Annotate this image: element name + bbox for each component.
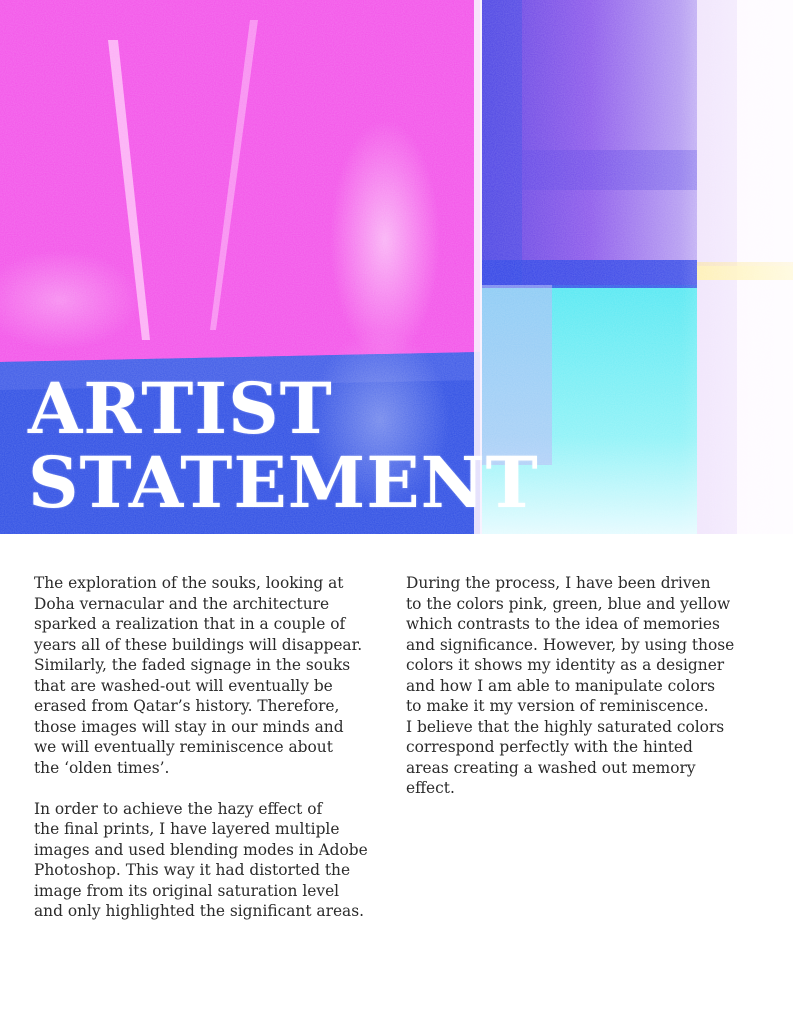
title-line-1: ARTIST: [28, 367, 333, 450]
right-column: [406, 573, 766, 819]
paragraph-process-technique: In order to achieve the hazy effect of the final prints, I have layered multiple images and used blending modes in Adobe Photoshop. This way it had distorted the image from its original saturation level and only highlighted the significant areas.: [34, 799, 368, 920]
page-title: [28, 367, 539, 524]
paragraph-colors: During the process, I have been driven to the colors pink, green, blue and yellow which contrasts to the idea of memories and significance. However, by using those colors it shows my identity as a designer and how I am able to manipulate colors to make it my version of reminiscence. I believe that the highly saturated colors correspond perfectly with the hinted areas creating a washed out memory effect.: [406, 574, 735, 797]
title-line-2: STATEMENT: [28, 441, 539, 524]
paragraph-souks: The exploration of the souks, looking at Doha vernacular and the architecture sparked a realization that in a couple of years all of these buildings will disappear. Similarly, the faded signage in the souks that are washed-out will eventually be erased from Qatar’s history. Therefore, those images will stay in our minds and we will eventually reminiscence about the ‘olden times’.: [34, 574, 363, 777]
left-column: [34, 573, 386, 942]
